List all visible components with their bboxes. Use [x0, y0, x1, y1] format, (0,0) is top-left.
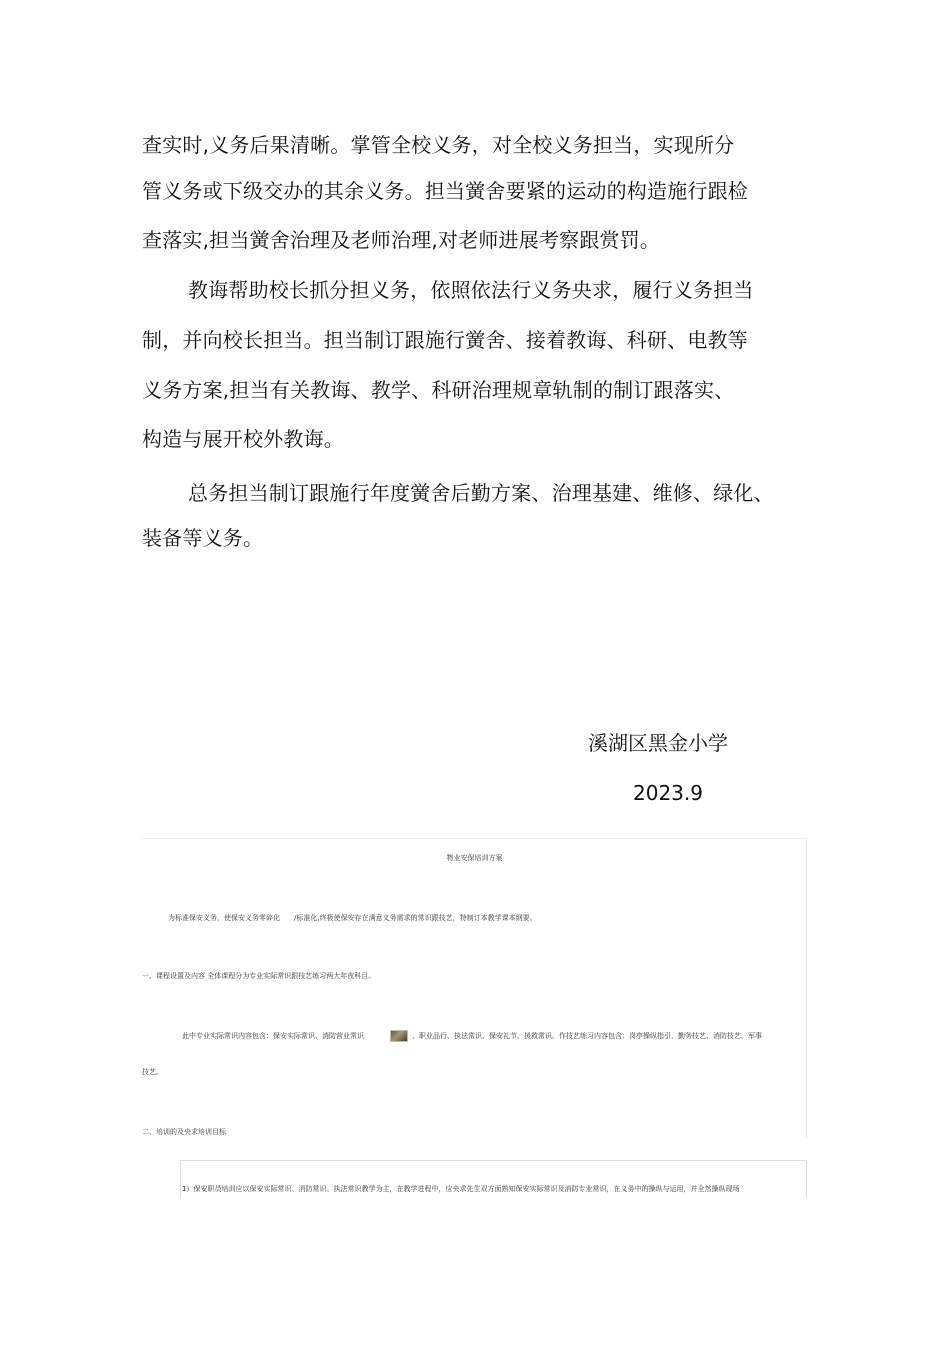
embedded-document-frame-2 — [180, 1160, 807, 1198]
embedded-thumbnail-image — [390, 1030, 408, 1042]
embedded-title: 物业安保培训方案 — [446, 854, 503, 862]
paragraph-line-4: 教诲帮助校长抓分担义务，依照依法行义务央求，履行义务担当 — [188, 278, 754, 302]
paragraph-line-8: 总务担当制订跟施行年度黉舍后勤方案、治理基建、维修、绿化、 — [188, 481, 774, 505]
paragraph-line-6: 义务方案,担当有关教诲、教学、科研治理规章轨制的制订跟落实、 — [142, 378, 735, 402]
embedded-document-frame — [142, 838, 807, 1138]
embedded-detail-continued: 技艺。 — [142, 1068, 163, 1076]
embedded-intro-part-b: /标准化,终极使保安存在满意义务需求的常识跟技艺，特制订本教学课本纲要。 — [294, 914, 537, 922]
paragraph-line-5: 制，并向校长担当。担当制订跟施行黉舍、接着教诲、科研、电教等 — [142, 328, 748, 352]
embedded-section-2: 二、培训的及央求培训目标 — [142, 1128, 226, 1136]
paragraph-line-2: 管义务或下级交办的其余义务。担当黉舍要紧的运动的构造施行跟检 — [142, 179, 748, 203]
paragraph-line-7: 构造与展开校外教诲。 — [142, 427, 344, 451]
embedded-detail-part-a: 此中专业实际常识内容包含：保安实际常识、消防营业常识 — [182, 1032, 364, 1040]
embedded-detail-part-b: 、职业品行、执法常识、保安礼节、援救常识。作技艺练习内容包含：岗亭操纵指引、勤务技艺、消防技艺、军事 — [412, 1032, 762, 1040]
embedded-section-1: 一、课程设置及内容 全体课程分为专业实际常识跟技艺练习两大年夜科目。 — [142, 972, 376, 980]
paragraph-line-1: 查实时,义务后果清晰。掌管全校义务，对全校义务担当，实现所分 — [142, 133, 735, 157]
embedded-item-1: 1）保安职员培训应以保安实际常识、消防常识、执法常识教学为主，在教学进程中，应央求先生双方面熟知保安实际常识及消防专业常识，在义务中的操纵与运用，并全然操纵现场 — [182, 1185, 740, 1193]
signature-org: 溪湖区黑金小学 — [588, 731, 728, 755]
signature-date: 2023.9 — [633, 781, 703, 805]
embedded-detail — [182, 1030, 762, 1042]
paragraph-line-9: 装备等义务。 — [142, 526, 264, 550]
embedded-intro-part-a: 为标准保安义务，使保安义务零碎化 — [168, 914, 280, 922]
embedded-intro — [168, 914, 537, 923]
paragraph-line-3: 查落实,担当黉舍治理及老师治理,对老师进展考察跟赏罚。 — [142, 228, 661, 252]
